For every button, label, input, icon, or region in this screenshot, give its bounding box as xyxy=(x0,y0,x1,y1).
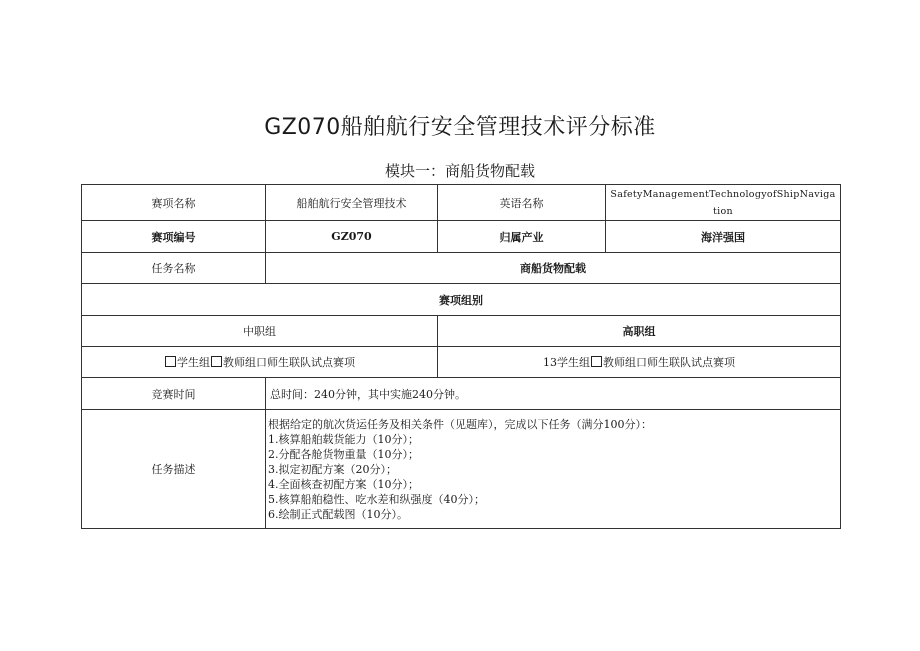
task-description-line: 5.核算船舶稳性、吃水差和纵强度（40分）； xyxy=(268,492,485,506)
task-description xyxy=(266,410,841,529)
secondary-teacher-option: 教师组 xyxy=(223,356,256,369)
event-name-value: 船舶航行安全管理技术 xyxy=(266,185,438,221)
task-name-row xyxy=(82,253,841,284)
checkbox-icon[interactable] xyxy=(591,356,602,367)
industry-value: 海洋强国 xyxy=(606,221,841,253)
task-description-line: 1.核算船舶载货能力（10分）； xyxy=(268,432,419,446)
time-value: 总时间：240分钟，其中实施240分钟。 xyxy=(266,378,841,410)
event-name-row xyxy=(82,185,841,221)
task-name-label: 任务名称 xyxy=(82,253,266,284)
higher-group-options xyxy=(438,347,841,378)
task-description-line: 3.拟定初配方案（20分）； xyxy=(268,462,397,476)
english-name-label: 英语名称 xyxy=(438,185,606,221)
event-code-value: GZ070 xyxy=(266,221,438,253)
event-code-label: 赛项编号 xyxy=(82,221,266,253)
group-level-row xyxy=(82,316,841,347)
english-name-value: SafetyManagementTechnologyofShipNavigation xyxy=(606,185,841,221)
document-title: GZ070船舶航行安全管理技术评分标准 xyxy=(264,115,656,140)
time-row xyxy=(82,378,841,410)
task-description-row xyxy=(82,410,841,529)
module-title: 模块一：商船货物配载 xyxy=(384,162,535,180)
group-options-row xyxy=(82,347,841,378)
higher-teacher-option: 教师组 xyxy=(603,356,636,369)
task-description-label: 任务描述 xyxy=(82,410,266,529)
higher-group-label: 高职组 xyxy=(438,316,841,347)
task-description-line: 根据给定的航次货运任务及相关条件（见题库），完成以下任务（满分100分）： xyxy=(268,417,652,431)
group-header-row xyxy=(82,284,841,316)
higher-pilot-option: 口师生联队试点赛项 xyxy=(636,356,735,369)
event-code-row xyxy=(82,221,841,253)
secondary-pilot-option: 口师生联队试点赛项 xyxy=(256,356,355,369)
higher-student-option: 13学生组 xyxy=(543,356,590,369)
industry-label: 归属产业 xyxy=(438,221,606,253)
task-description-line: 4.全面核查初配方案（10分）； xyxy=(268,477,419,491)
time-label: 竞赛时间 xyxy=(82,378,266,410)
secondary-student-option: 学生组 xyxy=(177,356,210,369)
secondary-group-label: 中职组 xyxy=(82,316,438,347)
task-description-line: 2.分配各舱货物重量（10分）； xyxy=(268,447,419,461)
event-name-label: 赛项名称 xyxy=(82,185,266,221)
group-label: 赛项组别 xyxy=(82,284,841,316)
checkbox-icon[interactable] xyxy=(165,356,176,367)
secondary-group-options xyxy=(82,347,438,378)
scoring-info-table xyxy=(81,184,841,529)
task-name-value: 商船货物配载 xyxy=(266,253,841,284)
task-description-line: 6.绘制正式配载图（10分）。 xyxy=(268,507,408,521)
checkbox-icon[interactable] xyxy=(211,356,222,367)
